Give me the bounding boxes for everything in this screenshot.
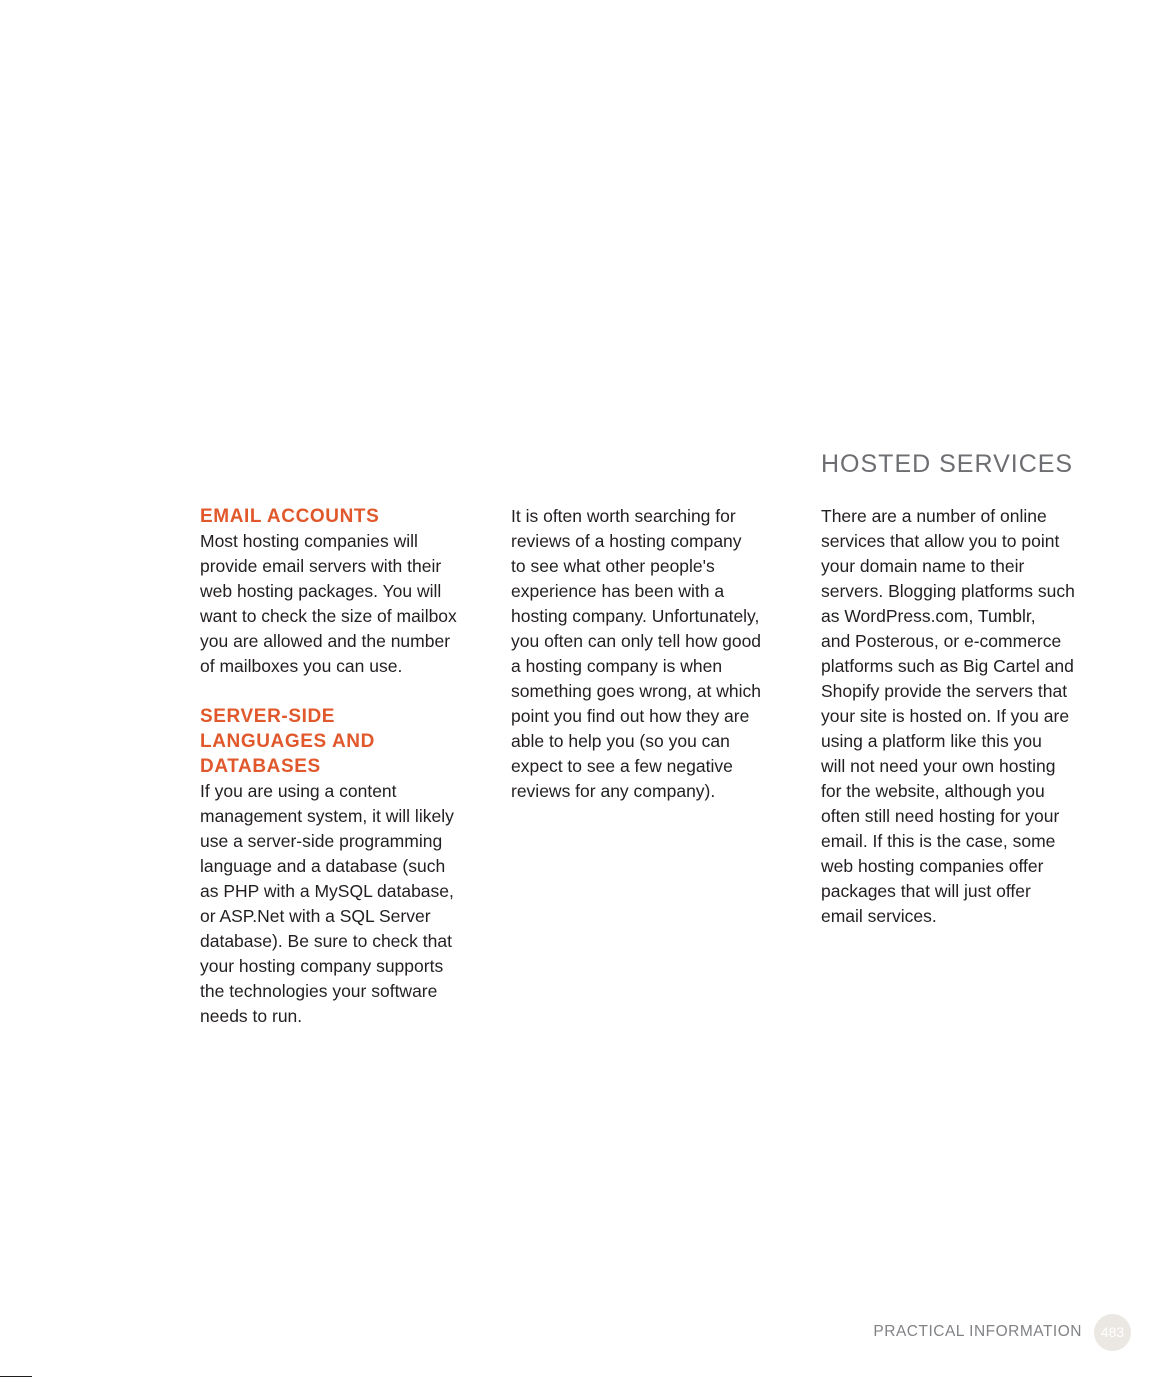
text-line: for the website, although you (821, 781, 1045, 801)
column-right (821, 504, 1101, 929)
text-line: hosting company. Unfortunately, (511, 606, 760, 626)
text-line: of mailboxes you can use. (200, 656, 403, 676)
text-line: services that allow you to point (821, 531, 1060, 551)
text-line: web hosting companies offer (821, 856, 1044, 876)
text-line: experience has been with a (511, 581, 725, 601)
text-line: your site is hosted on. If you are (821, 706, 1070, 726)
heading-line: DATABASES (200, 756, 321, 777)
text-line: or ASP.Net with a SQL Server (200, 906, 431, 926)
paragraph-spacer (200, 679, 470, 704)
text-line: your domain name to their (821, 556, 1025, 576)
text-line: the technologies your software (200, 981, 438, 1001)
text-line: something goes wrong, at which (511, 681, 761, 701)
text-line: reviews for any company). (511, 781, 716, 801)
heading-line: SERVER-SIDE (200, 706, 336, 727)
text-line: as WordPress.com, Tumblr, (821, 606, 1036, 626)
text-line: will not need your own hosting (821, 756, 1056, 776)
server-side-paragraph (200, 779, 470, 1029)
text-line: web hosting packages. You will (200, 581, 442, 601)
text-line: able to help you (so you can (511, 731, 730, 751)
text-line: you often can only tell how good (511, 631, 762, 651)
text-line: as PHP with a MySQL database, (200, 881, 454, 901)
column-left (200, 504, 470, 1029)
text-line: and Posterous, or e-commerce (821, 631, 1062, 651)
server-side-heading (200, 704, 470, 779)
text-line: email. If this is the case, some (821, 831, 1056, 851)
text-line: a hosting company is when (511, 656, 723, 676)
text-line: your hosting company supports (200, 956, 444, 976)
text-line: point you find out how they are (511, 706, 750, 726)
column-middle (511, 504, 781, 804)
text-line: provide email servers with their (200, 556, 442, 576)
email-accounts-paragraph (200, 529, 470, 679)
section-title-hosted-services: HOSTED SERVICES (821, 450, 1074, 478)
text-line: use a server-side programming (200, 831, 443, 851)
text-line: needs to run. (200, 1006, 303, 1026)
text-line: expect to see a few negative (511, 756, 733, 776)
text-line: reviews of a hosting company (511, 531, 742, 551)
text-line: email services. (821, 906, 937, 926)
heading-line: EMAIL ACCOUNTS (200, 506, 380, 527)
text-line: If you are using a content (200, 781, 397, 801)
text-line: management system, it will likely (200, 806, 454, 826)
text-line: platforms such as Big Cartel and (821, 656, 1074, 676)
text-line: using a platform like this you (821, 731, 1042, 751)
text-line: to see what other people's (511, 556, 715, 576)
reviews-paragraph (511, 504, 781, 804)
text-line: packages that will just offer (821, 881, 1031, 901)
hosted-services-paragraph (821, 504, 1101, 929)
text-line: Shopify provide the servers that (821, 681, 1068, 701)
text-line: you are allowed and the number (200, 631, 451, 651)
corner-rule-divider (0, 1376, 32, 1377)
text-line: language and a database (such (200, 856, 446, 876)
text-line: often still need hosting for your (821, 806, 1060, 826)
text-line: There are a number of online (821, 506, 1047, 526)
text-line: servers. Blogging platforms such (821, 581, 1075, 601)
text-line: Most hosting companies will (200, 531, 418, 551)
text-line: It is often worth searching for (511, 506, 736, 526)
text-line: want to check the size of mailbox (200, 606, 457, 626)
text-line: database). Be sure to check that (200, 931, 452, 951)
page-number-badge: 483 (1094, 1314, 1131, 1351)
footer-section-label: PRACTICAL INFORMATION (873, 1323, 1082, 1340)
email-accounts-heading (200, 504, 470, 529)
heading-line: LANGUAGES AND (200, 731, 375, 752)
